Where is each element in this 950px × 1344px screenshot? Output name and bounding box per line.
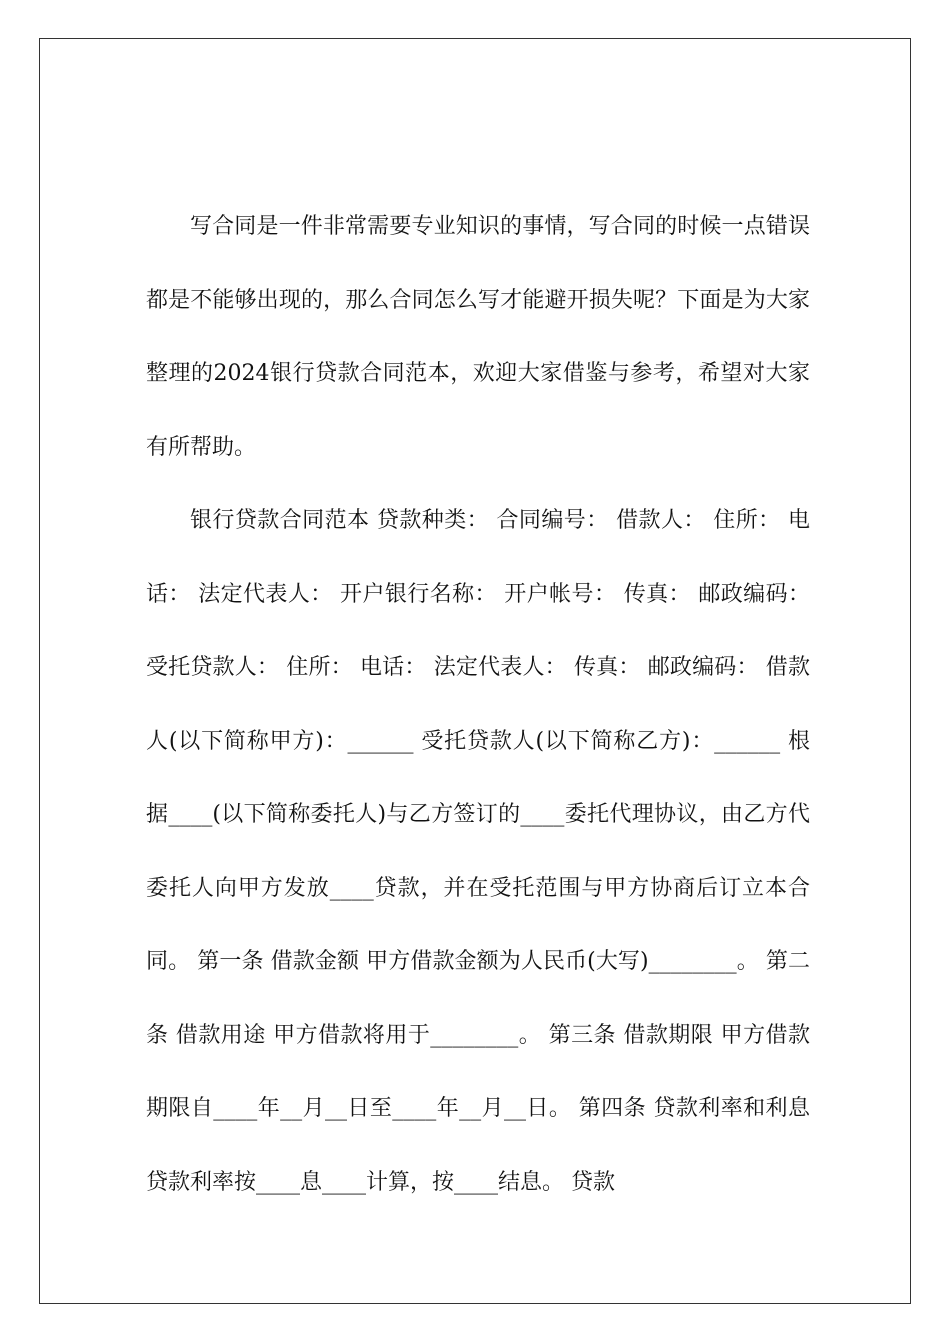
intro-paragraph: 写合同是一件非常需要专业知识的事情，写合同的时候一点错误都是不能够出现的，那么合同怎么写才能避开损失呢？下面是为大家整理的2024银行贷款合同范本，欢迎大家借鉴与参考，希望对大家有所帮助。 xyxy=(146,214,810,460)
document-body xyxy=(146,190,810,1219)
contract-paragraph: 银行贷款合同范本 贷款种类： 合同编号： 借款人： 住所： 电话： 法定代表人： 开户银行名称： 开户帐号： 传真： 邮政编码： 受托贷款人： 住所： 电话： 法定代表人： 传真： 邮政编码： 借款人(以下简称甲方)：______ 受托贷款人(以下简称乙方)：______ 根据____(以下简称委托人)与乙方签订的____委托代理协议，由乙方代委托人向甲方发放____贷款，并在受托范围与甲方协商后订立本合同。 第一条 借款金额 甲方借款金额为人民币(大写)________。 第二条 借款用途 甲方借款将用于________。 第三条 借款期限 甲方借款期限自____年__月__日至____年__月__日。 第四条 贷款利率和利息 贷款利率按____息____计算，按____结息。 贷款 xyxy=(146,508,810,1195)
